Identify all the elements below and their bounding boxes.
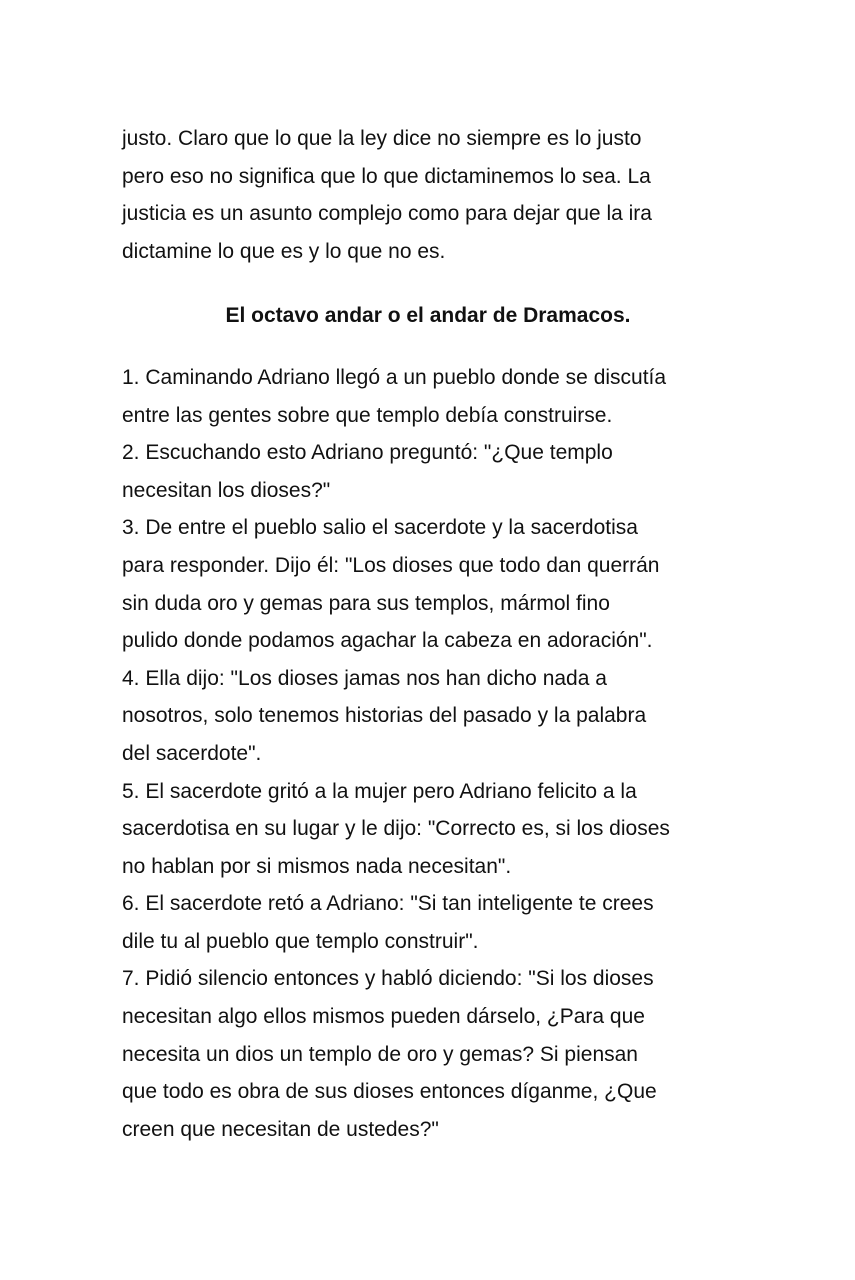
- numbered-list: [122, 359, 734, 1148]
- list-item: 6. El sacerdote retó a Adriano: "Si tan inteligente te crees dile tu al pueblo que templo construir".: [122, 892, 654, 953]
- intro-paragraph: justo. Claro que lo que la ley dice no siempre es lo justo pero eso no significa que lo que dictaminemos lo sea. La justicia es un asunto complejo como para dejar que la ira dictamine lo que es y lo que no es.: [122, 127, 652, 263]
- list-item: 3. De entre el pueblo salio el sacerdote y la sacerdotisa para responder. Dijo él: "Los dioses que todo dan querrán sin duda oro y gemas para sus templos, mármol fino pulido donde podamos agachar la cabeza en adoración".: [122, 516, 660, 653]
- list-item: 2. Escuchando esto Adriano preguntó: "¿Que templo necesitan los dioses?": [122, 441, 613, 502]
- section-title: El octavo andar o el andar de Dramacos.: [225, 304, 631, 328]
- list-item: 4. Ella dijo: "Los dioses jamas nos han dicho nada a nosotros, solo tenemos historias del pasado y la palabra del sacerdote".: [122, 666, 647, 765]
- list-item: 5. El sacerdote gritó a la mujer pero Adriano felicito a la sacerdotisa en su lugar y le dijo: "Correcto es, si los dioses no hablan por si mismos nada necesitan".: [122, 779, 670, 878]
- list-item: 1. Caminando Adriano llegó a un pueblo donde se discutía entre las gentes sobre que templo debía construirse.: [122, 365, 667, 427]
- document-page: [122, 120, 734, 1148]
- list-item: 7. Pidió silencio entonces y habló diciendo: "Si los dioses necesitan algo ellos mismos pueden dárselo, ¿Para que necesita un dios un templo de oro y gemas? Si piensan que todo es obra de sus dioses entonces díganme, ¿Que creen que necesitan de ustedes?": [122, 967, 657, 1141]
